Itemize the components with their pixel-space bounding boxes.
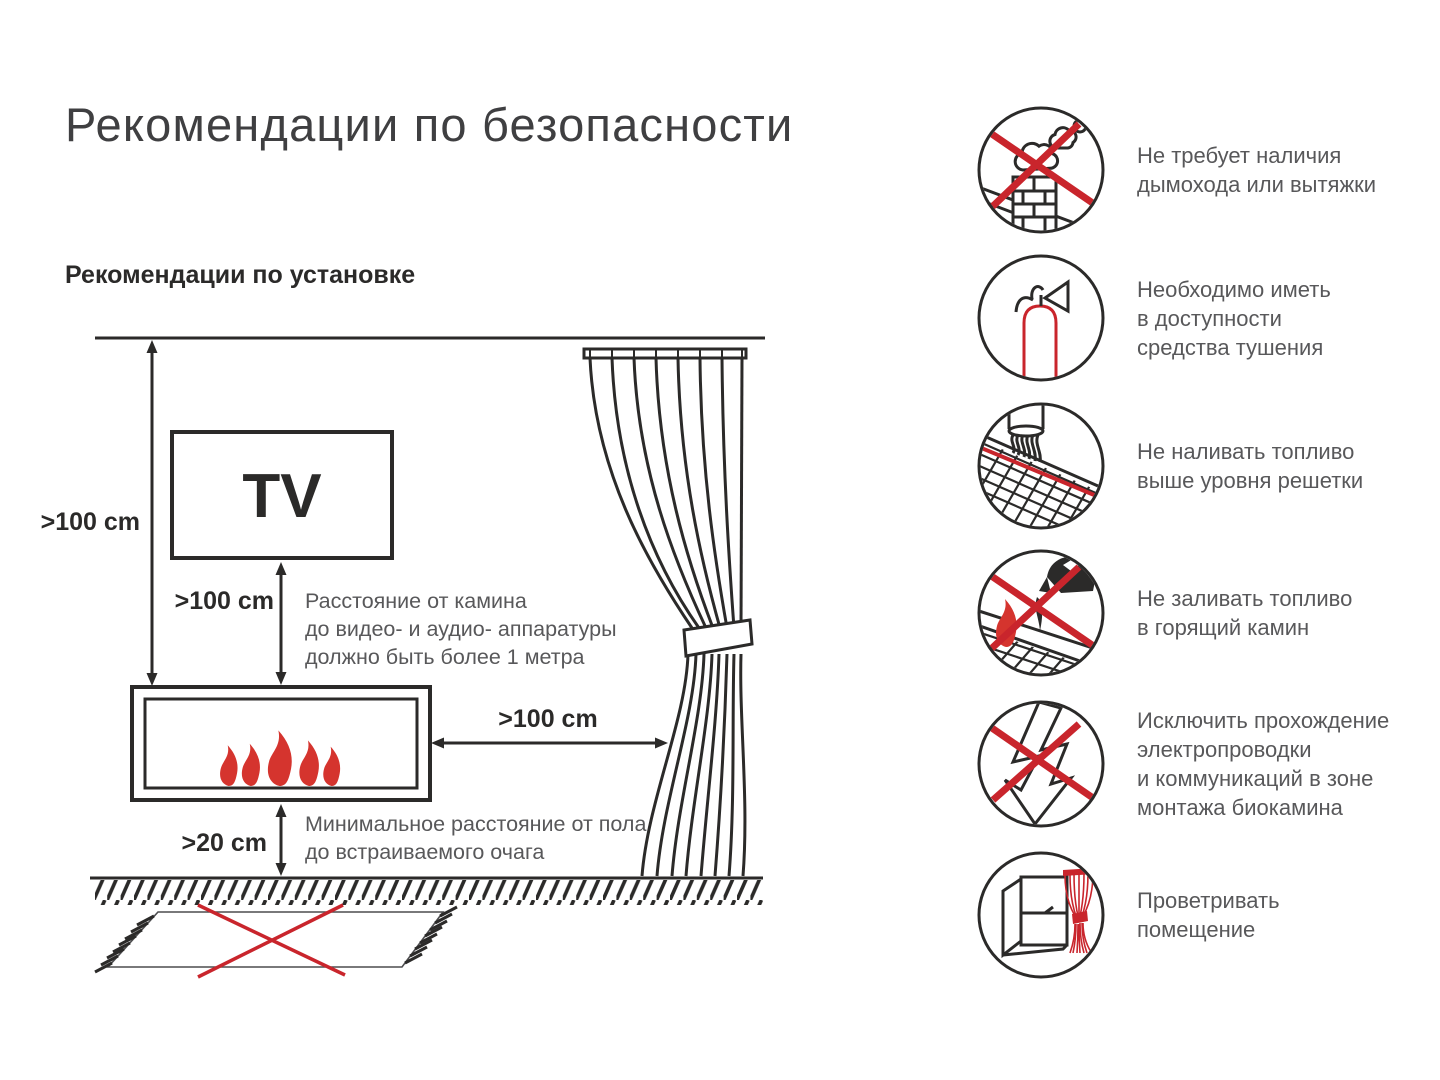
open-window [1003,877,1067,955]
dim-label-ceiling-to-fireplace: >100 cm [40,508,140,536]
rule-extinguisher [975,252,1331,384]
fuel-canister [1036,557,1097,631]
section-title: Рекомендации по установке [65,261,416,289]
rule-fuel-level [975,400,1363,532]
dim-label-tv-to-fireplace: >100 cm [174,587,274,615]
rule-no-chimney [975,104,1376,236]
dim-arrow-tv-to-fireplace [276,562,287,685]
svg-text:должно быть более 1 метра: должно быть более 1 метра [305,645,585,669]
note-floor-distance [305,812,646,864]
rule-label: Необходимо иметь в доступности средства тушения [1137,276,1331,360]
rule-ventilate [975,849,1280,981]
note-tv-distance [305,589,617,669]
rule-label: Не наливать топливо выше уровня решетки [1137,439,1364,493]
curtain-tieback [684,620,752,656]
svg-text:Минимальное расстояние от пола: Минимальное расстояние от пола [305,812,647,836]
red-cross [989,724,1093,800]
rule-label: Исключить прохождение электропроводки и коммуникаций в зоне монтажа биокамина [1137,708,1390,820]
dim-label-fireplace-to-curtain: >100 cm [498,705,598,733]
rule-label: Не требует наличия дымохода или вытяжки [1137,143,1377,197]
no-refill-burning-fireplace-icon [975,547,1107,679]
fire-extinguisher-icon [975,252,1107,384]
dim-label-floor-to-fireplace: >20 cm [181,829,267,857]
no-chimney-icon [975,104,1107,236]
rule-no-refill [975,547,1352,679]
rule-no-wiring [975,698,1389,830]
tv-label: TV [242,462,322,531]
svg-text:до встраиваемого очага: до встраиваемого очага [305,840,545,864]
dim-arrow-fireplace-to-curtain [431,738,668,749]
fireplace [132,687,430,800]
curtain [584,349,752,876]
no-electric-wiring-icon [975,698,1107,830]
fuel-level-grate-icon [975,400,1107,532]
svg-text:Расстояние от камина: Расстояние от камина [305,589,527,613]
floor [90,878,763,905]
carpet-crossed-out [95,905,457,977]
dim-arrow-ceiling-to-fireplace [147,340,158,686]
svg-text:до видео- и аудио- аппаратуры: до видео- и аудио- аппаратуры [305,617,617,641]
rule-label: Не заливать топливо в горящий камин [1137,586,1353,640]
ventilate-room-icon [975,849,1107,981]
page-title: Рекомендации по безопасности [65,98,794,151]
rule-label: Проветривать помещение [1137,888,1280,942]
dim-arrow-floor-to-fireplace [276,804,287,876]
